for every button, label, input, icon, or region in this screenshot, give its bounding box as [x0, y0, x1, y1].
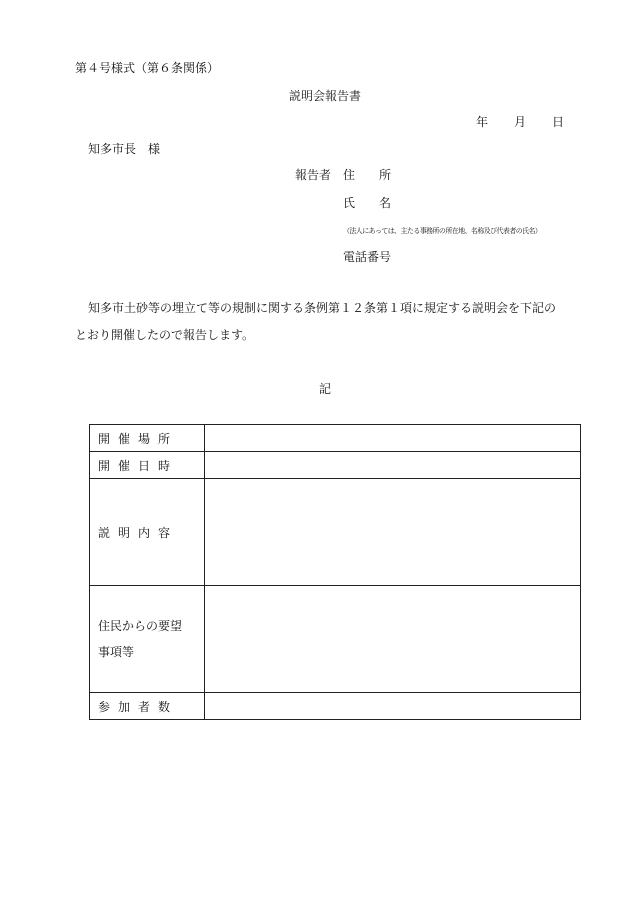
venue-label: 開催場所	[90, 425, 205, 452]
requests-label	[90, 586, 205, 693]
body-text-line-2: とおり開催したので報告します。	[75, 328, 255, 342]
body-text-line-1: 知多市土砂等の埋立て等の規制に関する条例第１２条第１項に規定する説明会を下記の	[88, 301, 557, 315]
date-year: 年	[476, 115, 489, 129]
date-day: 日	[552, 115, 565, 129]
venue-field[interactable]	[205, 425, 581, 452]
requests-label-line-2: 事項等	[98, 645, 135, 659]
table-row-attendees	[90, 693, 581, 720]
content-label: 説明内容	[90, 479, 205, 586]
reporter-label: 報告者	[295, 168, 332, 182]
table-row-datetime	[90, 452, 581, 479]
table-row-venue	[90, 425, 581, 452]
attendees-label: 参加者数	[90, 693, 205, 720]
date-month: 月	[514, 115, 527, 129]
requests-label-line-1: 住民からの要望	[98, 619, 183, 633]
form-number: 第４号様式（第６条関係）	[75, 61, 220, 75]
date-line	[476, 115, 564, 129]
table-row-requests	[90, 586, 581, 693]
phone-label: 電話番号	[343, 250, 392, 264]
attendees-field[interactable]	[205, 693, 581, 720]
datetime-field[interactable]	[205, 452, 581, 479]
datetime-label: 開催日時	[90, 452, 205, 479]
addressee: 知多市長 様	[88, 142, 161, 156]
table-row-content	[90, 479, 581, 586]
report-table	[89, 424, 581, 720]
document-title: 説明会報告書	[288, 89, 361, 103]
name-label: 氏 名	[343, 196, 392, 210]
requests-field[interactable]	[205, 586, 581, 693]
ki-heading: 記	[319, 382, 332, 396]
content-field[interactable]	[205, 479, 581, 586]
corporation-note: （法人にあっては、主たる事務所の所在地、名称及び代表者の氏名）	[343, 227, 542, 235]
address-label: 住 所	[343, 168, 392, 182]
